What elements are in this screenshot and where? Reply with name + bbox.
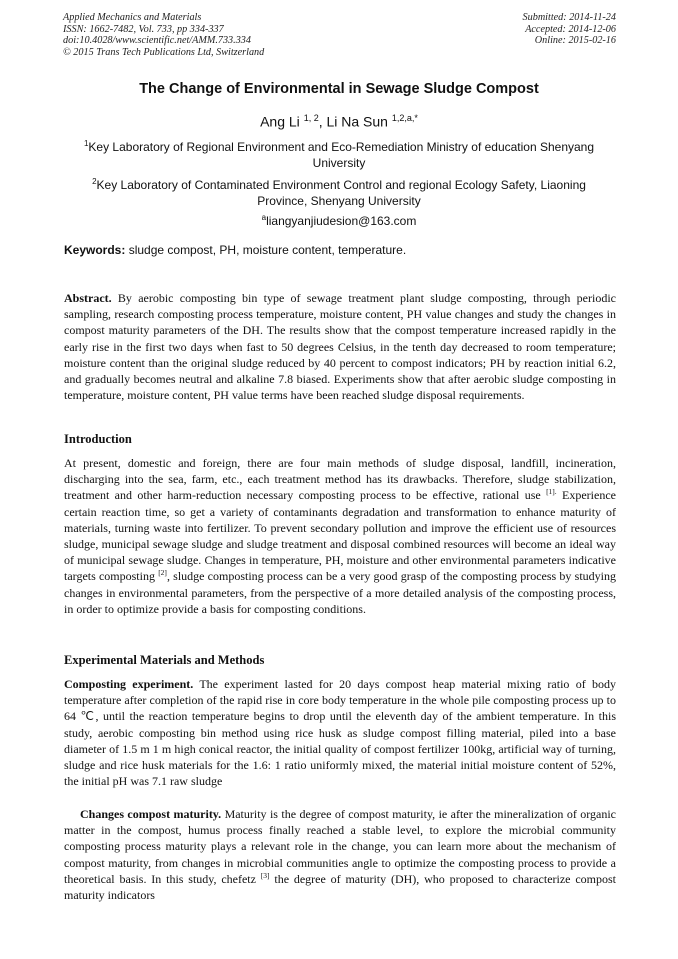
abstract-text: By aerobic composting bin type of sewage treatment plant sludge composting, through periodic sampling, research composting process temperature, moisture content, PH value changes and study the changes in compost maturity parameters of the DH. The results show that the compost temperature increased rapidly in the early rise in the first two days when fast to 50 degrees Celsius, in the tenth day decreased to room temperature; moisture content than the original sludge reduced by 40 percent to compost indicators; PH by reaction initial 6.2, and gradually becomes neutral and alkaline 7.8 biased. Experiments show that after aerobic sludge composting in temperature, moisture content, PH value terms have been reached sludge disposal requirements. — [64, 291, 616, 403]
affiliation-2-marker: 2 — [92, 177, 97, 186]
compost-maturity-paragraph — [64, 806, 616, 903]
compost-maturity-text-2: the degree of maturity (DH), who proposed to characterize compost maturity indicators — [64, 871, 616, 903]
paper-title: The Change of Environmental in Sewage Sludge Compost — [139, 81, 539, 97]
abstract — [64, 290, 616, 403]
affiliation-1-marker: 1 — [83, 139, 89, 148]
submitted-date: Submitted: 2014-11-24 — [522, 12, 616, 23]
accepted-date: Accepted: 2014-12-06 — [525, 23, 616, 35]
journal-copyright: © 2015 Trans Tech Publications Ltd, Switzerland — [63, 46, 265, 58]
compost-maturity-text-1: Maturity is the degree of compost maturity, ie after the mineralization of organic matter in the compost, humus process finally reached a stable level, to explore the microbial community composting process maturity plays a relevant role in the change, you can learn more about the mechanism of compost maturity, from changes in microbial communities angle to optimize the composting process to provide a theoretical basis. In this study, chefetz — [64, 807, 616, 886]
contact-email — [66, 210, 612, 229]
author-1-affiliation: 1, 2 — [303, 113, 319, 123]
intro-text-2: Experience certain reaction time, so get a variety of contaminants degradation and transformation to enhance maturity of materials, turning waste into fertilizer. To prevent secondary pollution and improve the efficient use of resources sludge, municipal sewage sludge and sludge treatment and disposal combined resources will become an ideal way of municipal sewage sludge. Changes in temperature, PH, moisture and other environmental parameters indicative targets composting — [64, 488, 616, 584]
affiliation-1 — [66, 136, 612, 171]
intro-text-3: , sludge composting process can be a very good grasp of the composting process by studying changes in environmental parameters, from the perspective of a more detailed analysis of the composting process, in order to optimize provide a basis for composting conditions. — [64, 569, 616, 616]
author-1: Ang Li — [260, 113, 300, 130]
journal-issn: ISSN: 1662-7482, Vol. 733, pp 334-337 — [63, 23, 224, 35]
keywords-text: sludge compost, PH, moisture content, temperature. — [125, 243, 407, 257]
composting-experiment-label: Composting experiment. — [64, 677, 194, 691]
journal-name: Applied Mechanics and Materials — [63, 12, 202, 23]
affiliation-2-text: Key Laboratory of Contaminated Environment Control and regional Ecology Safety, Liaoning Province, Shenyang University — [96, 178, 586, 208]
email-address[interactable]: liangyanjiudesion@163.com — [266, 214, 417, 228]
online-date: Online: 2015-02-16 — [534, 35, 616, 47]
affiliation-1-text: Key Laboratory of Regional Environment and Eco-Remediation Ministry of education Shenyang University — [88, 140, 595, 170]
author-2-affiliation: 1,2,a,* — [391, 113, 418, 123]
email-marker: a — [261, 213, 267, 222]
journal-doi: doi:10.4028/www.scientific.net/AMM.733.334 — [63, 35, 251, 47]
author-line — [0, 113, 678, 130]
citation-1[interactable]: [1]. — [546, 487, 557, 497]
author-separator: , — [318, 113, 327, 130]
abstract-label: Abstract. — [64, 291, 112, 305]
author-2: Li Na Sun — [326, 113, 388, 130]
journal-info — [63, 12, 264, 58]
composting-experiment-paragraph — [64, 676, 616, 789]
compost-maturity-label: Changes compost maturity. — [80, 807, 222, 821]
methods-heading: Experimental Materials and Methods — [64, 653, 265, 667]
submission-dates — [523, 12, 616, 47]
intro-text-1: At present, domestic and foreign, there are four main methods of sludge disposal, landfill, incineration, discharging into the sea, farm, etc., each treatment method has its drawbacks. Therefore, sludge stabilization, treatment and other harm-reduction necessary composting process to be effective, rational use — [64, 456, 616, 503]
introduction-paragraph — [64, 455, 616, 617]
keywords-label: Keywords: — [64, 243, 126, 257]
composting-experiment-text: The experiment lasted for 20 days compost heap material mixing ratio of body temperature after completion of the rapid rise in core body temperature in the whole pile composting process up to 64 ℃, until the reaction temperature begins to drop until the eleventh day of the ambient temperature. In this study, aerobic composting bin method using rice husk as sludge compost filling material, piled into a base diameter of 1.5 m 1 m high conical reactor, the initial quality of compost fertilizer 100kg, artificial way of turning, sludge and rice husk materials for the 1.6: 1 ratio uniformly mixed, the material initial moisture content of 52%, the initial pH was 7.1 raw sludge — [64, 677, 616, 789]
introduction-heading: Introduction — [64, 432, 132, 446]
affiliation-2 — [66, 174, 612, 209]
citation-3[interactable]: [3] — [260, 870, 270, 880]
citation-2[interactable]: [2] — [158, 568, 167, 578]
keywords — [64, 243, 616, 257]
